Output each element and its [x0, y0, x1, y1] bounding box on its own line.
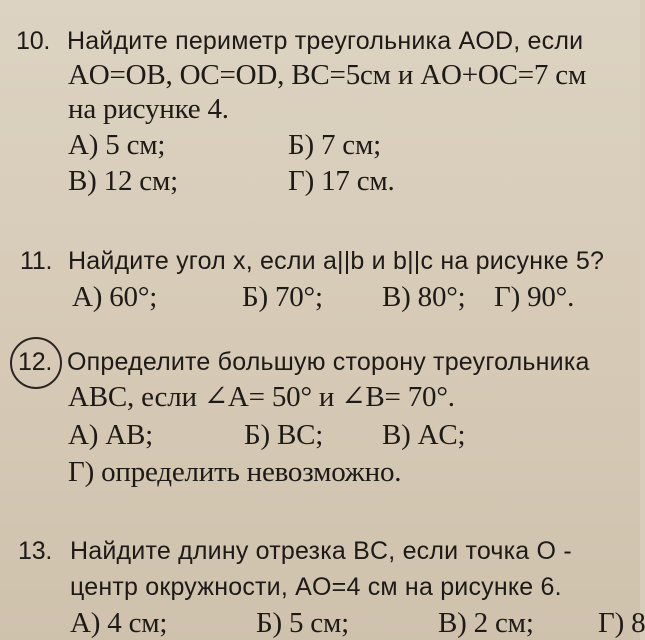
q10-option-b: Б) 7 см;: [288, 129, 381, 161]
q13-option-b: Б) 5 см;: [256, 607, 349, 639]
q11-option-b: Б) 70°;: [242, 281, 323, 313]
q10-option-d: Г) 17 см.: [288, 165, 395, 197]
q11-option-d: Г) 90°.: [494, 281, 575, 313]
q11-option-c: В) 80°;: [382, 281, 466, 313]
q12-option-c: В) AC;: [382, 419, 466, 451]
q11-option-a: А) 60°;: [72, 281, 158, 313]
q13-option-c: В) 2 см;: [438, 607, 534, 639]
q11-text-line1: Найдите угол x, если a||b и b||c на рисунке 5?: [68, 247, 605, 275]
q10-text-line3: на рисунке 4.: [68, 93, 229, 125]
q13-option-d: Г) 8: [598, 607, 645, 639]
q13-text-line1: Найдите длину отрезка BC, если точка O -: [70, 537, 572, 565]
q13-number: 13.: [18, 537, 53, 565]
q10-option-c: В) 12 см;: [68, 165, 178, 197]
q11-number: 11.: [20, 247, 53, 275]
q12-text-line1: Определите большую сторону треугольника: [67, 348, 590, 376]
q12-option-d: Г) определить невозможно.: [68, 456, 402, 488]
q12-text-line2: ABC, если ∠A= 50° и ∠B= 70°.: [68, 381, 455, 413]
q12-number: 12.: [18, 348, 53, 376]
q12-option-b: Б) BC;: [244, 419, 324, 451]
q12-option-a: А) AB;: [68, 419, 153, 451]
q10-text-line1: Найдите периметр треугольника AOD, если: [67, 27, 584, 55]
q10-text-line2: AO=OB, OC=OD, BC=5см и AO+OC=7 см: [68, 59, 587, 91]
q10-number: 10.: [16, 27, 51, 55]
q10-option-a: А) 5 см;: [68, 129, 166, 161]
q13-text-line2: центр окружности, AO=4 см на рисунке 6.: [70, 573, 562, 601]
q13-option-a: А) 4 см;: [70, 607, 168, 639]
